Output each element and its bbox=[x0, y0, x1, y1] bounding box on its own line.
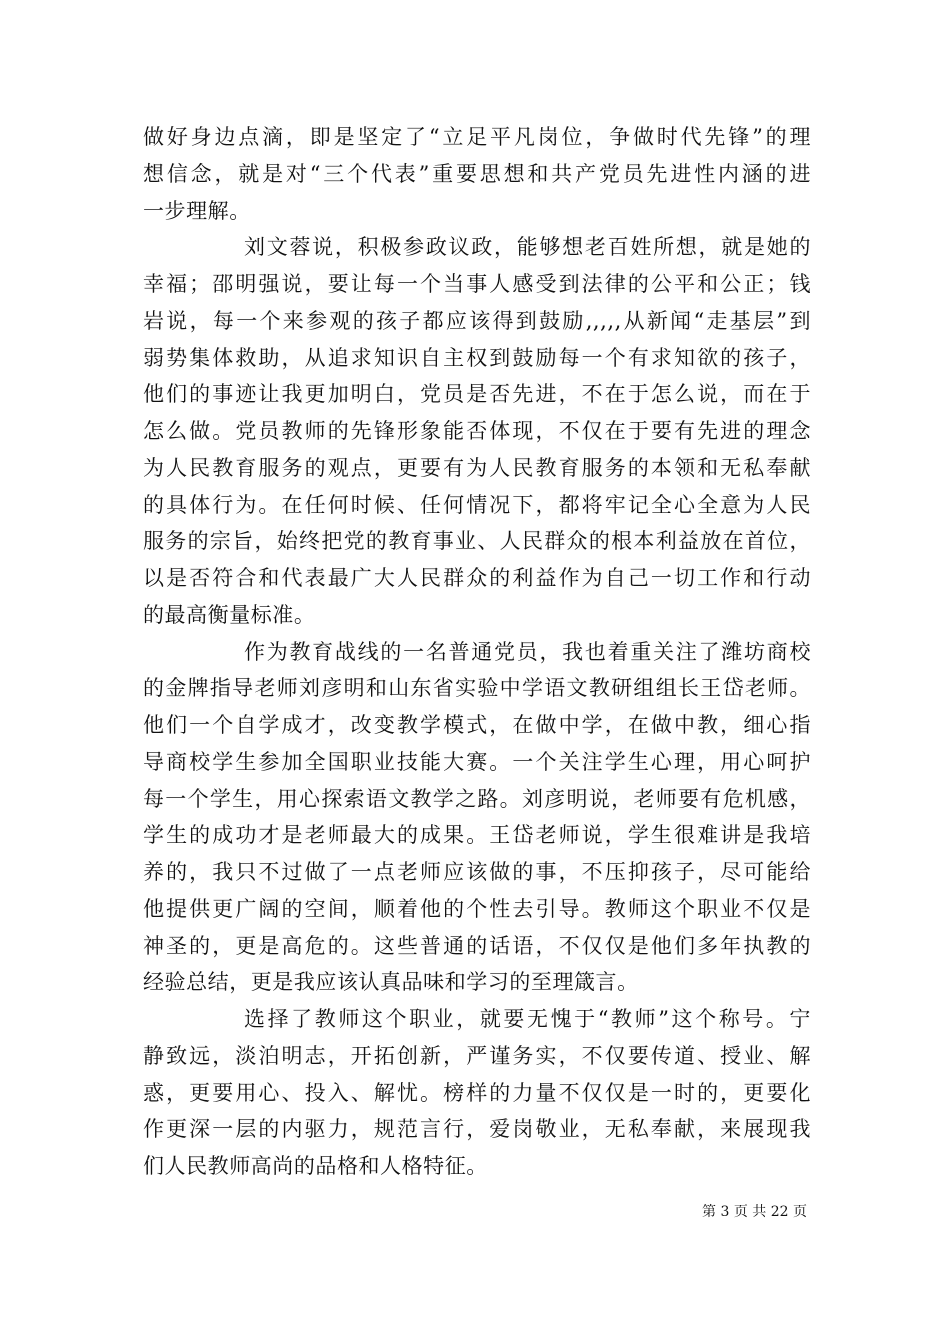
text-line: 选择了教师这个职业，就要无愧于“教师”这个称号。宁 bbox=[244, 1007, 811, 1031]
text-line: 静致远，淡泊明志，开拓创新，严谨务实，不仅要传道、授业、解 bbox=[143, 1043, 811, 1068]
text-line: 以是否符合和代表最广大人民群众的利益作为自己一切工作和行动 bbox=[143, 566, 811, 590]
paragraph bbox=[143, 229, 811, 633]
paragraph bbox=[143, 1001, 811, 1185]
text-line: 经验总结，更是我应该认真品味和学习的至理箴言。 bbox=[143, 970, 639, 995]
text-line: 作为教育战线的一名普通党员，我也着重关注了潍坊商校 bbox=[244, 639, 811, 664]
text-line: 学生的成功才是老师最大的成果。王岱老师说，学生很难讲是我培 bbox=[143, 823, 811, 848]
text-line: 做好身边点滴，即是坚定了“立足平凡岗位，争做时代先锋”的理 bbox=[143, 125, 811, 149]
paragraph bbox=[143, 634, 811, 1002]
text-line: 他们的事迹让我更加明白，党员是否先进，不在于怎么说，而在于 bbox=[143, 382, 811, 407]
text-line: 他提供更广阔的空间，顺着他的个性去引导。教师这个职业不仅是 bbox=[143, 896, 811, 921]
text-line: 惑，更要用心、投入、解忧。榜样的力量不仅仅是一时的，更要化 bbox=[143, 1080, 811, 1105]
text-line: 想信念，就是对“三个代表”重要思想和共产党员先进性内涵的进 bbox=[143, 161, 811, 186]
text-line: 幸福；邵明强说，要让每一个当事人感受到法律的公平和公正；钱 bbox=[143, 272, 811, 296]
text-line: 作更深一层的内驱力，规范言行，爱岗敬业，无私奉献，来展现我 bbox=[143, 1117, 811, 1142]
paragraph bbox=[143, 119, 811, 229]
text-line: 怎么做。党员教师的先锋形象能否体现，不仅在于要有先进的理念 bbox=[143, 419, 811, 443]
text-line: 服务的宗旨，始终把党的教育事业、人民群众的根本利益放在首位， bbox=[143, 529, 811, 554]
text-line: 为人民教育服务的观点，更要有为人民教育服务的本领和无私奉献 bbox=[143, 455, 811, 480]
text-line: 养的，我只不过做了一点老师应该做的事，不压抑孩子，尽可能给 bbox=[143, 860, 811, 884]
text-line: 的最高衡量标准。 bbox=[143, 602, 316, 627]
text-line: 每一个学生，用心探索语文教学之路。刘彦明说，老师要有危机感， bbox=[143, 786, 811, 811]
text-line: 岩说，每一个来参观的孩子都应该得到鼓励,,,,,从新闻“走基层”到 bbox=[143, 308, 811, 333]
page-number-footer: 第 3 页 共 22 页 bbox=[702, 1204, 807, 1220]
text-line: 的具体行为。在任何时候、任何情况下，都将牢记全心全意为人民 bbox=[143, 492, 811, 517]
text-line: 他们一个自学成才，改变教学模式，在做中学，在做中教，细心指 bbox=[143, 713, 811, 737]
body-text bbox=[143, 119, 811, 1185]
text-line: 刘文蓉说，积极参政议政，能够想老百姓所想，就是她的 bbox=[244, 235, 811, 260]
text-line: 们人民教师高尚的品格和人格特征。 bbox=[143, 1154, 488, 1178]
text-line: 弱势集体救助，从追求知识自主权到鼓励每一个有求知欲的孩子， bbox=[143, 345, 811, 370]
text-line: 导商校学生参加全国职业技能大赛。一个关注学生心理，用心呵护 bbox=[143, 749, 811, 774]
text-line: 神圣的，更是高危的。这些普通的话语，不仅仅是他们多年执教的 bbox=[143, 933, 811, 958]
text-line: 一步理解。 bbox=[143, 198, 251, 223]
text-line: 的金牌指导老师刘彦明和山东省实验中学语文教研组组长王岱老师。 bbox=[143, 676, 811, 701]
